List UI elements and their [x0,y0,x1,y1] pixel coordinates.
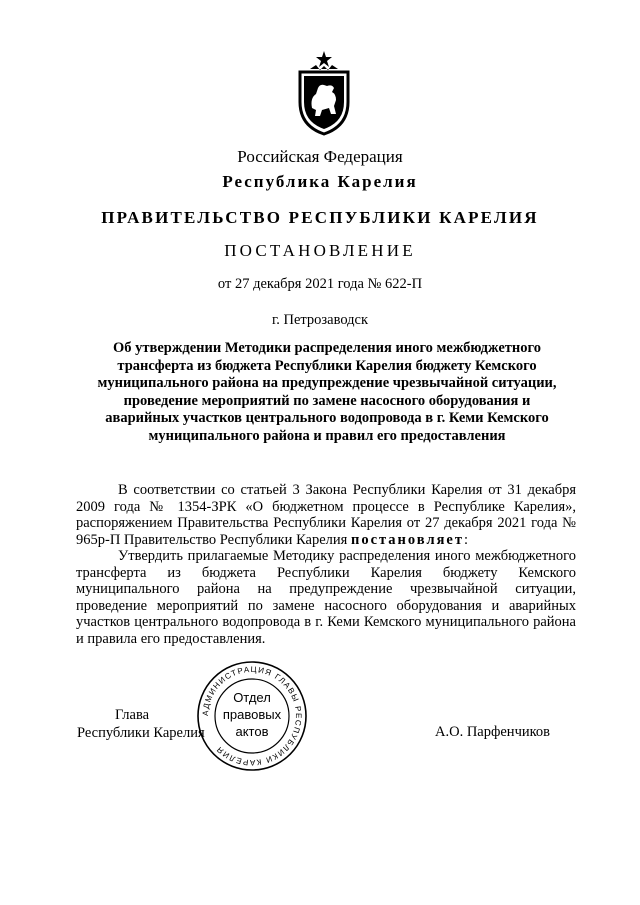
stamp-line-2: правовых [222,707,282,722]
stamp-ring-text: АДМИНИСТРАЦИЯ ГЛАВЫ РЕСПУБЛИКИ КАРЕЛИЯ [200,664,304,768]
signatory-title-line-1: Глава [115,707,150,723]
document-city: г. Петрозаводск [271,312,369,328]
decree-word: постановляет [350,531,464,548]
stamp-line-3: актов [235,724,269,739]
government-name: ПРАВИТЕЛЬСТВО РЕСПУБЛИКИ КАРЕЛИЯ [101,208,539,227]
paragraph-1-end: : [463,531,469,548]
karelia-coat-of-arms-icon [296,50,352,136]
paragraph-1-text: В соответствии со статьей 3 Закона Республики Карелия от 31 декабря 2009 года № 1354-ЗРК «О бюджетном процессе в Республике Карелия», распоряжением Правительства Республики Карелия от 27 декабря 2021 года № 965р-П Правительство Республики Карелия [76,482,576,548]
signatory-title [77,706,205,742]
body-paragraph-1 [76,482,576,548]
body-paragraph-2: Утвердить прилагаемые Методику распределения иного межбюджетного трансферта из бюджета Республики Карелия бюджету Кемского муниципального района на предупреждение чрезвычайной ситуации, проведение мероприятий по замене насосного оборудования и аварийных участков центрального водопровода в г. Кеми Кемского муниципального района и правила его предоставления. [76,548,576,647]
republic-name: Республика Карелия [222,172,418,191]
signatory-title-line-2: Республики Карелия [77,725,205,741]
legal-department-stamp [194,658,310,774]
stamp-line-1: Отдел [233,690,271,705]
document-date-number: от 27 декабря 2021 года № 622-П [217,276,423,292]
document-type: ПОСТАНОВЛЕНИЕ [224,241,416,260]
document-body [76,482,576,647]
federation-name: Российская Федерация [237,147,403,166]
signatory-name: А.О. Парфенчиков [435,724,551,740]
document-heading: Об утверждении Методики распределения иного межбюджетного трансферта из бюджета Республики Карелия бюджету Кемского муниципального района на предупреждение чрезвычайной ситуации, проведение мероприятий по замене насосного оборудования и аварийных участков центрального водопровода в г. Кеми Кемского муниципального района и правил его предоставления [97,340,557,444]
